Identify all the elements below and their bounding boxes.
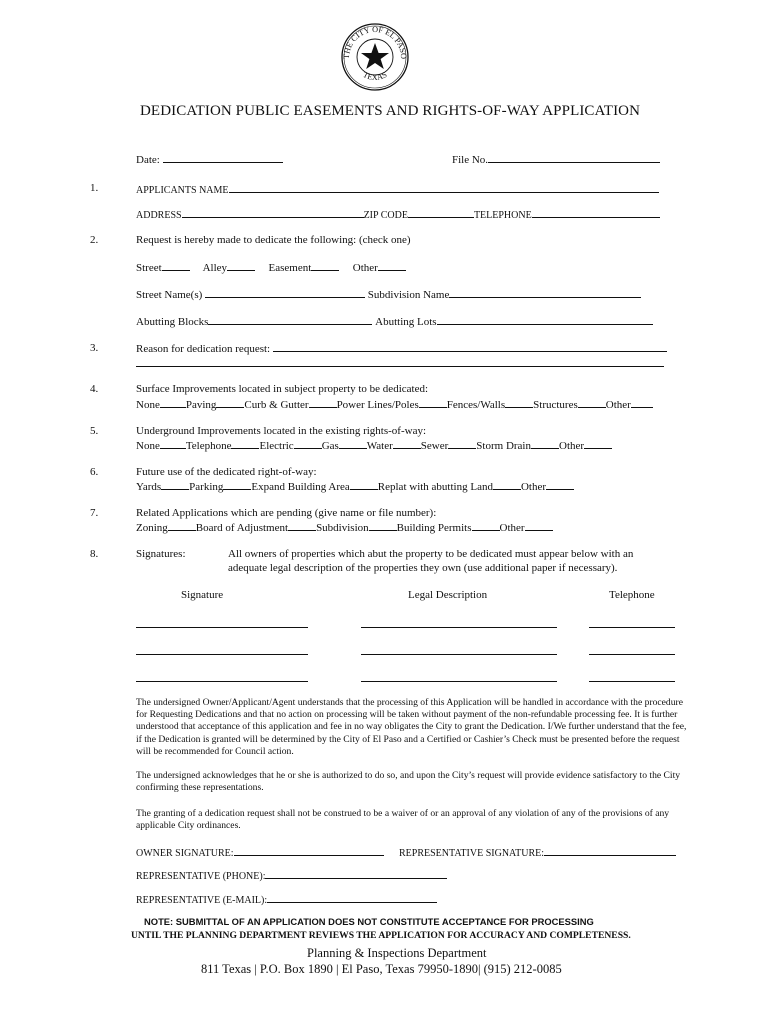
future-use-label: Future use of the dedicated right-of-way:: [136, 466, 317, 478]
seal-bottom-text: TEXAS: [361, 70, 389, 83]
future-use-option[interactable]: Expand Building Area: [251, 481, 377, 493]
underground-option[interactable]: Gas: [322, 440, 367, 452]
underground-improvements-label: Underground Improvements located in the existing rights-of-way:: [136, 425, 427, 437]
abutting-lots-input[interactable]: [437, 315, 653, 325]
street-names-input[interactable]: [205, 288, 365, 298]
representative-signature-label: REPRESENTATIVE SIGNATURE:: [399, 848, 545, 859]
abutting-lots-label: Abutting Lots: [375, 316, 437, 328]
city-seal: [338, 20, 412, 97]
owner-signature-label: OWNER SIGNATURE:: [136, 848, 234, 859]
abutting-row: [136, 315, 653, 328]
surface-option[interactable]: None: [136, 399, 186, 411]
page-title: DEDICATION PUBLIC EASEMENTS AND RIGHTS-OF-WAY APPLICATION: [140, 103, 641, 119]
signature-column-header: Signature: [181, 589, 224, 601]
related-option[interactable]: Building Permits: [397, 522, 500, 534]
waiver-paragraph: The granting of a dedication request shall not be construed to be a waiver of or an approval of any violation of any of the provisions of any applicable City ordinances.: [136, 808, 670, 832]
section-5-number: 5.: [90, 425, 99, 437]
request-text: Request is hereby made to dedicate the following: (check one): [136, 234, 411, 246]
related-option[interactable]: Subdivision: [316, 522, 397, 534]
representative-phone-field[interactable]: [136, 869, 447, 882]
city-seal-graphic: [338, 20, 412, 92]
surface-improvements-label: Surface Improvements located in subject property to be dedicated:: [136, 383, 429, 395]
owner-signature-field[interactable]: [136, 846, 384, 859]
surface-option[interactable]: Paving: [186, 399, 245, 411]
section-7-number: 7.: [90, 507, 99, 519]
address-row: [136, 208, 660, 221]
surface-options: [136, 398, 653, 411]
option-alley[interactable]: Alley: [203, 262, 255, 274]
underground-option[interactable]: Sewer: [421, 440, 477, 452]
section-1-number: 1.: [90, 182, 99, 194]
section-2-number: 2.: [90, 234, 99, 246]
telephone-input[interactable]: [532, 208, 660, 218]
dedication-type-options: [136, 261, 406, 274]
signature-line[interactable]: [136, 627, 308, 628]
representative-phone-label: REPRESENTATIVE (PHONE):: [136, 871, 266, 882]
legal-description-line[interactable]: [361, 681, 557, 682]
signatures-instructions-2: adequate legal description of the properties they own (use additional paper if necessary).: [228, 562, 618, 574]
related-option[interactable]: Zoning: [136, 522, 196, 534]
option-street[interactable]: Street: [136, 262, 190, 274]
future-use-option[interactable]: Replat with abutting Land: [378, 481, 521, 493]
underground-option[interactable]: None: [136, 440, 186, 452]
underground-option[interactable]: Telephone: [186, 440, 260, 452]
surface-option[interactable]: Other: [606, 399, 653, 411]
subdivision-name-input[interactable]: [449, 288, 641, 298]
processing-terms-paragraph: The undersigned Owner/Applicant/Agent understands that the processing of this Application will be handled in accordance with the procedure for Requesting Dedications and that no action on processing will be taken without payment of the non-refundable processing fee. It is further understood that acceptance of this application and fee in no way obligates the City to grant the Dedication. I/We further understand that the fee, if the Dedication is granted will be determined by the City of El Paso and a Certified or Cashier’s Check must be presented before the request will be recommended for Council action.: [136, 697, 687, 757]
representative-email-label: REPRESENTATIVE (E-MAIL):: [136, 895, 268, 906]
street-names-label: Street Name(s): [136, 289, 203, 301]
future-use-options: [136, 480, 574, 493]
footer-address: 811 Texas | P.O. Box 1890 | El Paso, Texas 79950-1890| (915) 212-0085: [201, 962, 562, 976]
section-4-number: 4.: [90, 383, 99, 395]
representative-email-field[interactable]: [136, 893, 437, 906]
telephone-label: TELEPHONE: [473, 210, 532, 221]
future-use-option[interactable]: Yards: [136, 481, 189, 493]
signatures-instructions-1: All owners of properties which abut the property to be dedicated must appear below with an: [228, 548, 634, 560]
subdivision-name-label: Subdivision Name: [367, 289, 450, 301]
representative-signature-field[interactable]: [399, 846, 676, 859]
section-8-number: 8.: [90, 548, 99, 560]
surface-option[interactable]: Fences/Walls: [447, 399, 533, 411]
related-applications-label: Related Applications which are pending (give name or file number):: [136, 507, 437, 519]
related-application-options: [136, 521, 553, 534]
future-use-option[interactable]: Other: [521, 481, 574, 493]
legal-description-line[interactable]: [361, 627, 557, 628]
signature-line[interactable]: [136, 681, 308, 682]
zip-code-label: ZIP CODE: [363, 210, 408, 221]
related-option[interactable]: Board of Adjustment: [196, 522, 316, 534]
file-no-field[interactable]: [452, 153, 660, 166]
legal-description-column-header: Legal Description: [408, 589, 488, 601]
file-no-label: File No.: [452, 154, 489, 166]
future-use-option[interactable]: Parking: [189, 481, 251, 493]
telephone-line[interactable]: [589, 681, 675, 682]
option-easement[interactable]: Easement: [269, 262, 340, 274]
related-option[interactable]: Other: [500, 522, 553, 534]
footer-department: Planning & Inspections Department: [307, 946, 487, 960]
telephone-line[interactable]: [589, 627, 675, 628]
surface-option[interactable]: Power Lines/Poles: [337, 399, 447, 411]
underground-option[interactable]: Water: [367, 440, 421, 452]
applicants-name-label: APPLICANTS NAME: [136, 185, 229, 196]
signatures-label: Signatures:: [136, 548, 186, 560]
legal-description-line[interactable]: [361, 654, 557, 655]
zip-code-input[interactable]: [408, 208, 474, 218]
section-6-number: 6.: [90, 466, 99, 478]
section-3-number: 3.: [90, 342, 99, 354]
reason-label: Reason for dedication request:: [136, 343, 271, 355]
signature-line[interactable]: [136, 654, 308, 655]
date-label: Date:: [136, 154, 160, 166]
reason-field[interactable]: [136, 342, 667, 355]
reason-line-2[interactable]: [136, 366, 664, 367]
seal-top-text: THE CITY OF EL PASO: [341, 24, 409, 60]
option-other[interactable]: Other: [353, 262, 406, 274]
underground-option[interactable]: Other: [559, 440, 612, 452]
note-line-1: NOTE: SUBMITTAL OF AN APPLICATION DOES NOT CONSTITUTE ACCEPTANCE FOR PROCESSING: [144, 916, 594, 927]
street-names-row: [136, 288, 641, 301]
telephone-column-header: Telephone: [609, 589, 655, 601]
underground-options: [136, 439, 612, 452]
abutting-blocks-label: Abutting Blocks: [136, 316, 209, 328]
address-input[interactable]: [182, 208, 364, 218]
surface-option[interactable]: Structures: [533, 399, 606, 411]
surface-option[interactable]: Curb & Gutter: [244, 399, 336, 411]
underground-option[interactable]: Storm Drain: [476, 440, 559, 452]
note-line-2: UNTIL THE PLANNING DEPARTMENT REVIEWS THE APPLICATION FOR ACCURACY AND COMPLETENESS.: [131, 930, 631, 941]
date-field[interactable]: [136, 153, 283, 166]
applicants-name-field[interactable]: [136, 183, 659, 196]
authorization-paragraph: The undersigned acknowledges that he or she is authorized to do so, and upon the City’s request will provide evidence satisfactory to the City confirming these representations.: [136, 770, 681, 794]
abutting-blocks-input[interactable]: [208, 315, 372, 325]
address-label: ADDRESS: [136, 210, 182, 221]
underground-option[interactable]: Electric: [259, 440, 321, 452]
telephone-line[interactable]: [589, 654, 675, 655]
